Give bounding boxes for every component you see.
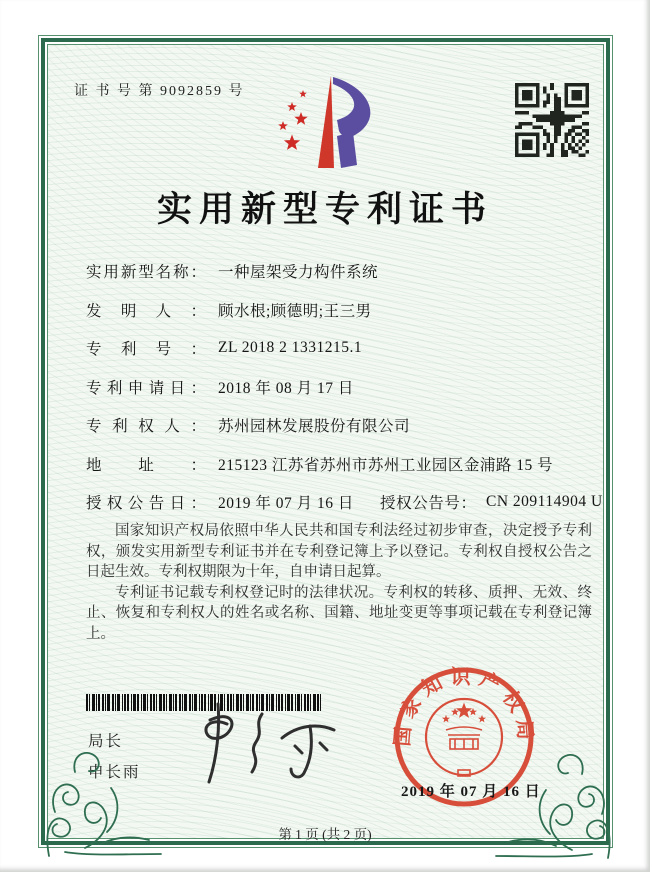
field-value: 215123 江苏省苏州市苏州工业园区金浦路 15 号 [218,456,554,474]
field-label: 授权公告号： [380,495,476,513]
field-value: ZL 2018 2 1331215.1 [218,339,363,357]
logo-spire [318,76,334,168]
qr-code-icon [515,83,589,157]
field-value: CN 209114904 U [486,493,603,511]
certificate-number: 证 书 号 第 9092859 号 [74,84,245,99]
legal-text [86,521,592,644]
field-row-address [86,445,600,484]
field-label: 专利申请日： [86,379,206,397]
field-value: 2019 年 07 月 16 日 [218,495,354,513]
field-row-grant-date [86,483,603,522]
field-label: 专利号： [86,341,206,359]
field-label: 地址： [86,456,206,474]
field-row-filing-date [86,368,600,407]
signer-name: 申长雨 [88,764,141,781]
logo-p-bowl [333,77,370,137]
field-label: 授权公告日： [86,495,206,513]
field-label: 发明人： [86,302,206,320]
seal-date: 2019 年 07 月 16 日 [401,784,541,800]
field-row-inventors [86,291,600,330]
field-row-patentee [86,406,600,445]
field-list [86,252,603,522]
signer-title: 局长 [88,733,124,750]
field-row-patent-number [86,329,600,368]
seal-text: 国家知识产权局 [391,666,537,748]
field-pair-grant-number [380,483,603,522]
legal-paragraph-1: 国家知识产权局依照中华人民共和国专利法经过初步审查，决定授予专利权，颁发实用新型专利证书并在专利登记簿上予以登记。专利权自授权公告之日起生效。专利权期限为十年，自申请日起算。 [86,523,592,580]
field-row-name [86,252,600,291]
logo-p-stem [337,132,357,168]
certificate-title: 实用新型专利证书 [156,190,493,229]
field-value: 2018 年 08 月 17 日 [218,379,354,397]
field-value: 苏州园林发展股份有限公司 [218,418,411,436]
field-label: 实用新型名称： [86,264,206,282]
field-label: 专利权人： [86,418,206,436]
legal-paragraph-2: 专利证书记载专利权登记时的法律状况。专利权的转移、质押、无效、终止、恢复和专利权人的姓名或名称、国籍、地址变更等事项记载在专利登记簿上。 [86,584,592,642]
field-value: 顾水根;顾德明;王三男 [218,302,372,320]
page-number: 第 1 页 (共 2 页) [278,827,372,842]
corner-flourish-icon [41,728,167,862]
cnipa-logo-icon [257,74,399,172]
field-value: 一种屋架受力构件系统 [218,264,379,282]
signature-icon [180,698,355,790]
